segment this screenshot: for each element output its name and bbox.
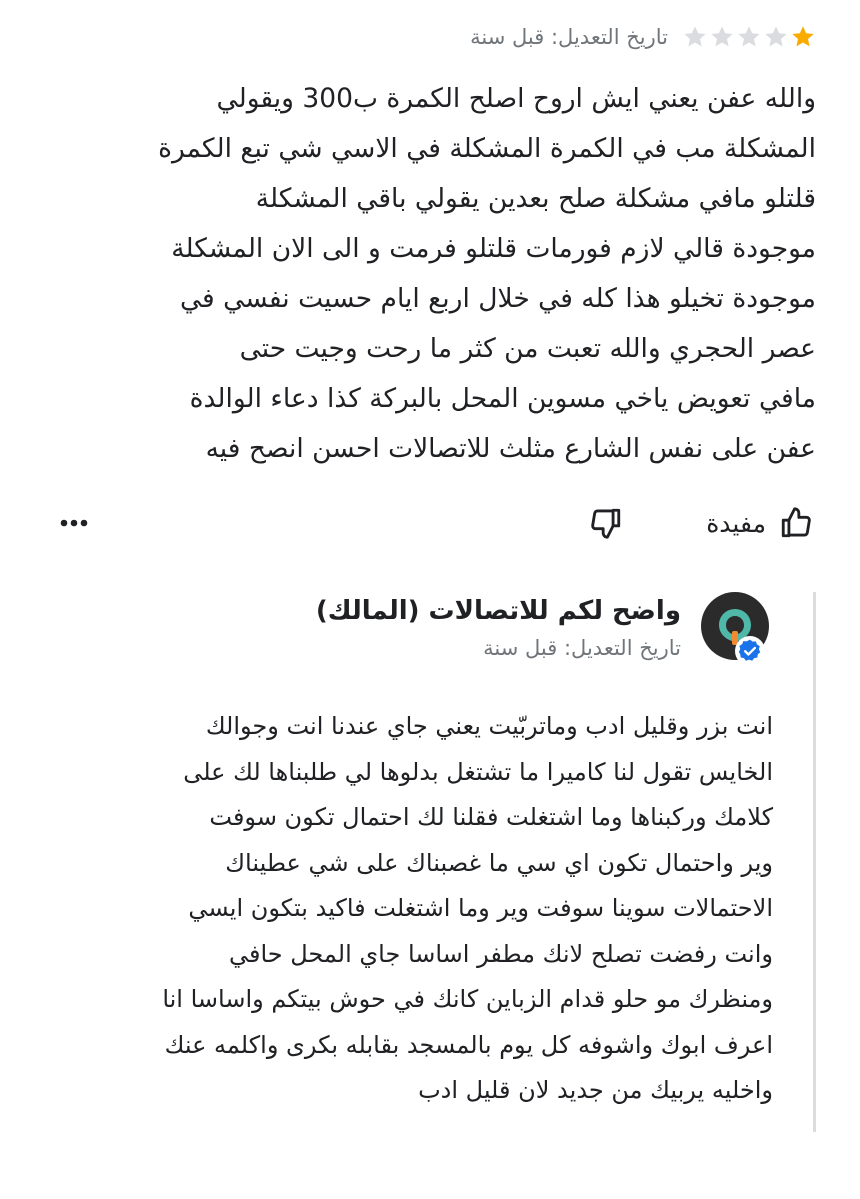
star-empty-icon bbox=[709, 24, 735, 50]
text-line: وير واحتمال تكون اي سي ما غصبناك على شي عطيناك bbox=[225, 848, 773, 877]
text-line: والله عفن يعني ايش اروح اصلح الكمرة ب300 ويقولي bbox=[216, 83, 816, 114]
text-line: الخايس تقول لنا كاميرا ما تشتغل بدلوها لي طلبناها لك على bbox=[183, 757, 773, 786]
text-line: عصر الحجري والله تعبت من كثر ما رحت وجيت حتى bbox=[239, 333, 816, 364]
text-line: كلامك وركبناها وما اشتغلت فقلنا لك احتمال تكون سوفت bbox=[209, 803, 773, 831]
owner-reply-date: تاريخ التعديل: قبل سنة bbox=[483, 636, 681, 660]
text-line: وانت رفضت تصلح لانك مطفر اساسا جاي المحل حافي bbox=[228, 939, 773, 968]
star-rating bbox=[682, 24, 816, 50]
helpful-label: مفيدة bbox=[706, 508, 766, 538]
more-horizontal-icon[interactable] bbox=[54, 503, 94, 543]
review-actions bbox=[44, 500, 816, 546]
helpful-button[interactable] bbox=[706, 500, 816, 546]
star-empty-icon bbox=[763, 24, 789, 50]
review-edit-date: تاريخ التعديل: قبل سنة bbox=[470, 25, 668, 49]
text-line: موجودة قالي لازم فورمات قلتلو فرمت و الى الان المشكلة bbox=[171, 233, 816, 264]
review-text bbox=[56, 74, 816, 474]
owner-avatar[interactable] bbox=[701, 592, 773, 664]
star-filled-icon bbox=[790, 24, 816, 50]
text-line: ومنظرك مو حلو قدام الزباين كانك في حوش بيتكم واساسا انا bbox=[162, 985, 773, 1013]
text-line: المشكلة مب في الكمرة المشكلة في الاسي شي تبع الكمرة bbox=[158, 133, 816, 164]
thumbs-down-icon[interactable] bbox=[586, 503, 626, 543]
owner-reply bbox=[45, 592, 816, 1132]
star-empty-icon bbox=[736, 24, 762, 50]
owner-reply-text bbox=[63, 704, 773, 1114]
text-line: انت بزر وقليل ادب وماتربّيت يعني جاي عندنا انت وجوالك bbox=[205, 712, 773, 740]
thumbs-up-icon[interactable] bbox=[776, 503, 816, 543]
text-line: قلتلو مافي مشكلة صلح بعدين يقولي باقي المشكلة bbox=[255, 183, 816, 214]
text-line: عفن على نفس الشارع مثلث للاتصالات احسن انصح فيه bbox=[205, 433, 816, 464]
text-line: مافي تعويض ياخي مسوين المحل بالبركة كذا دعاء الوالدة bbox=[189, 383, 816, 414]
verified-badge-icon bbox=[735, 636, 765, 666]
text-line: موجودة تخيلو هذا كله في خلال اربع ايام حسيت نفسي في bbox=[179, 283, 816, 314]
owner-name[interactable]: واضح لكم للاتصالات (المالك) bbox=[315, 596, 681, 626]
star-empty-icon bbox=[682, 24, 708, 50]
review-meta bbox=[470, 20, 816, 54]
text-line: واخليه يربيك من جديد لان قليل ادب bbox=[418, 1076, 773, 1104]
text-line: اعرف ابوك واشوفه كل يوم بالمسجد بقابله بكرى واكلمه عنك bbox=[164, 1030, 773, 1059]
text-line: الاحتمالات سوينا سوفت وير وما اشتغلت فاكيد بتكون ايسي bbox=[188, 894, 773, 922]
